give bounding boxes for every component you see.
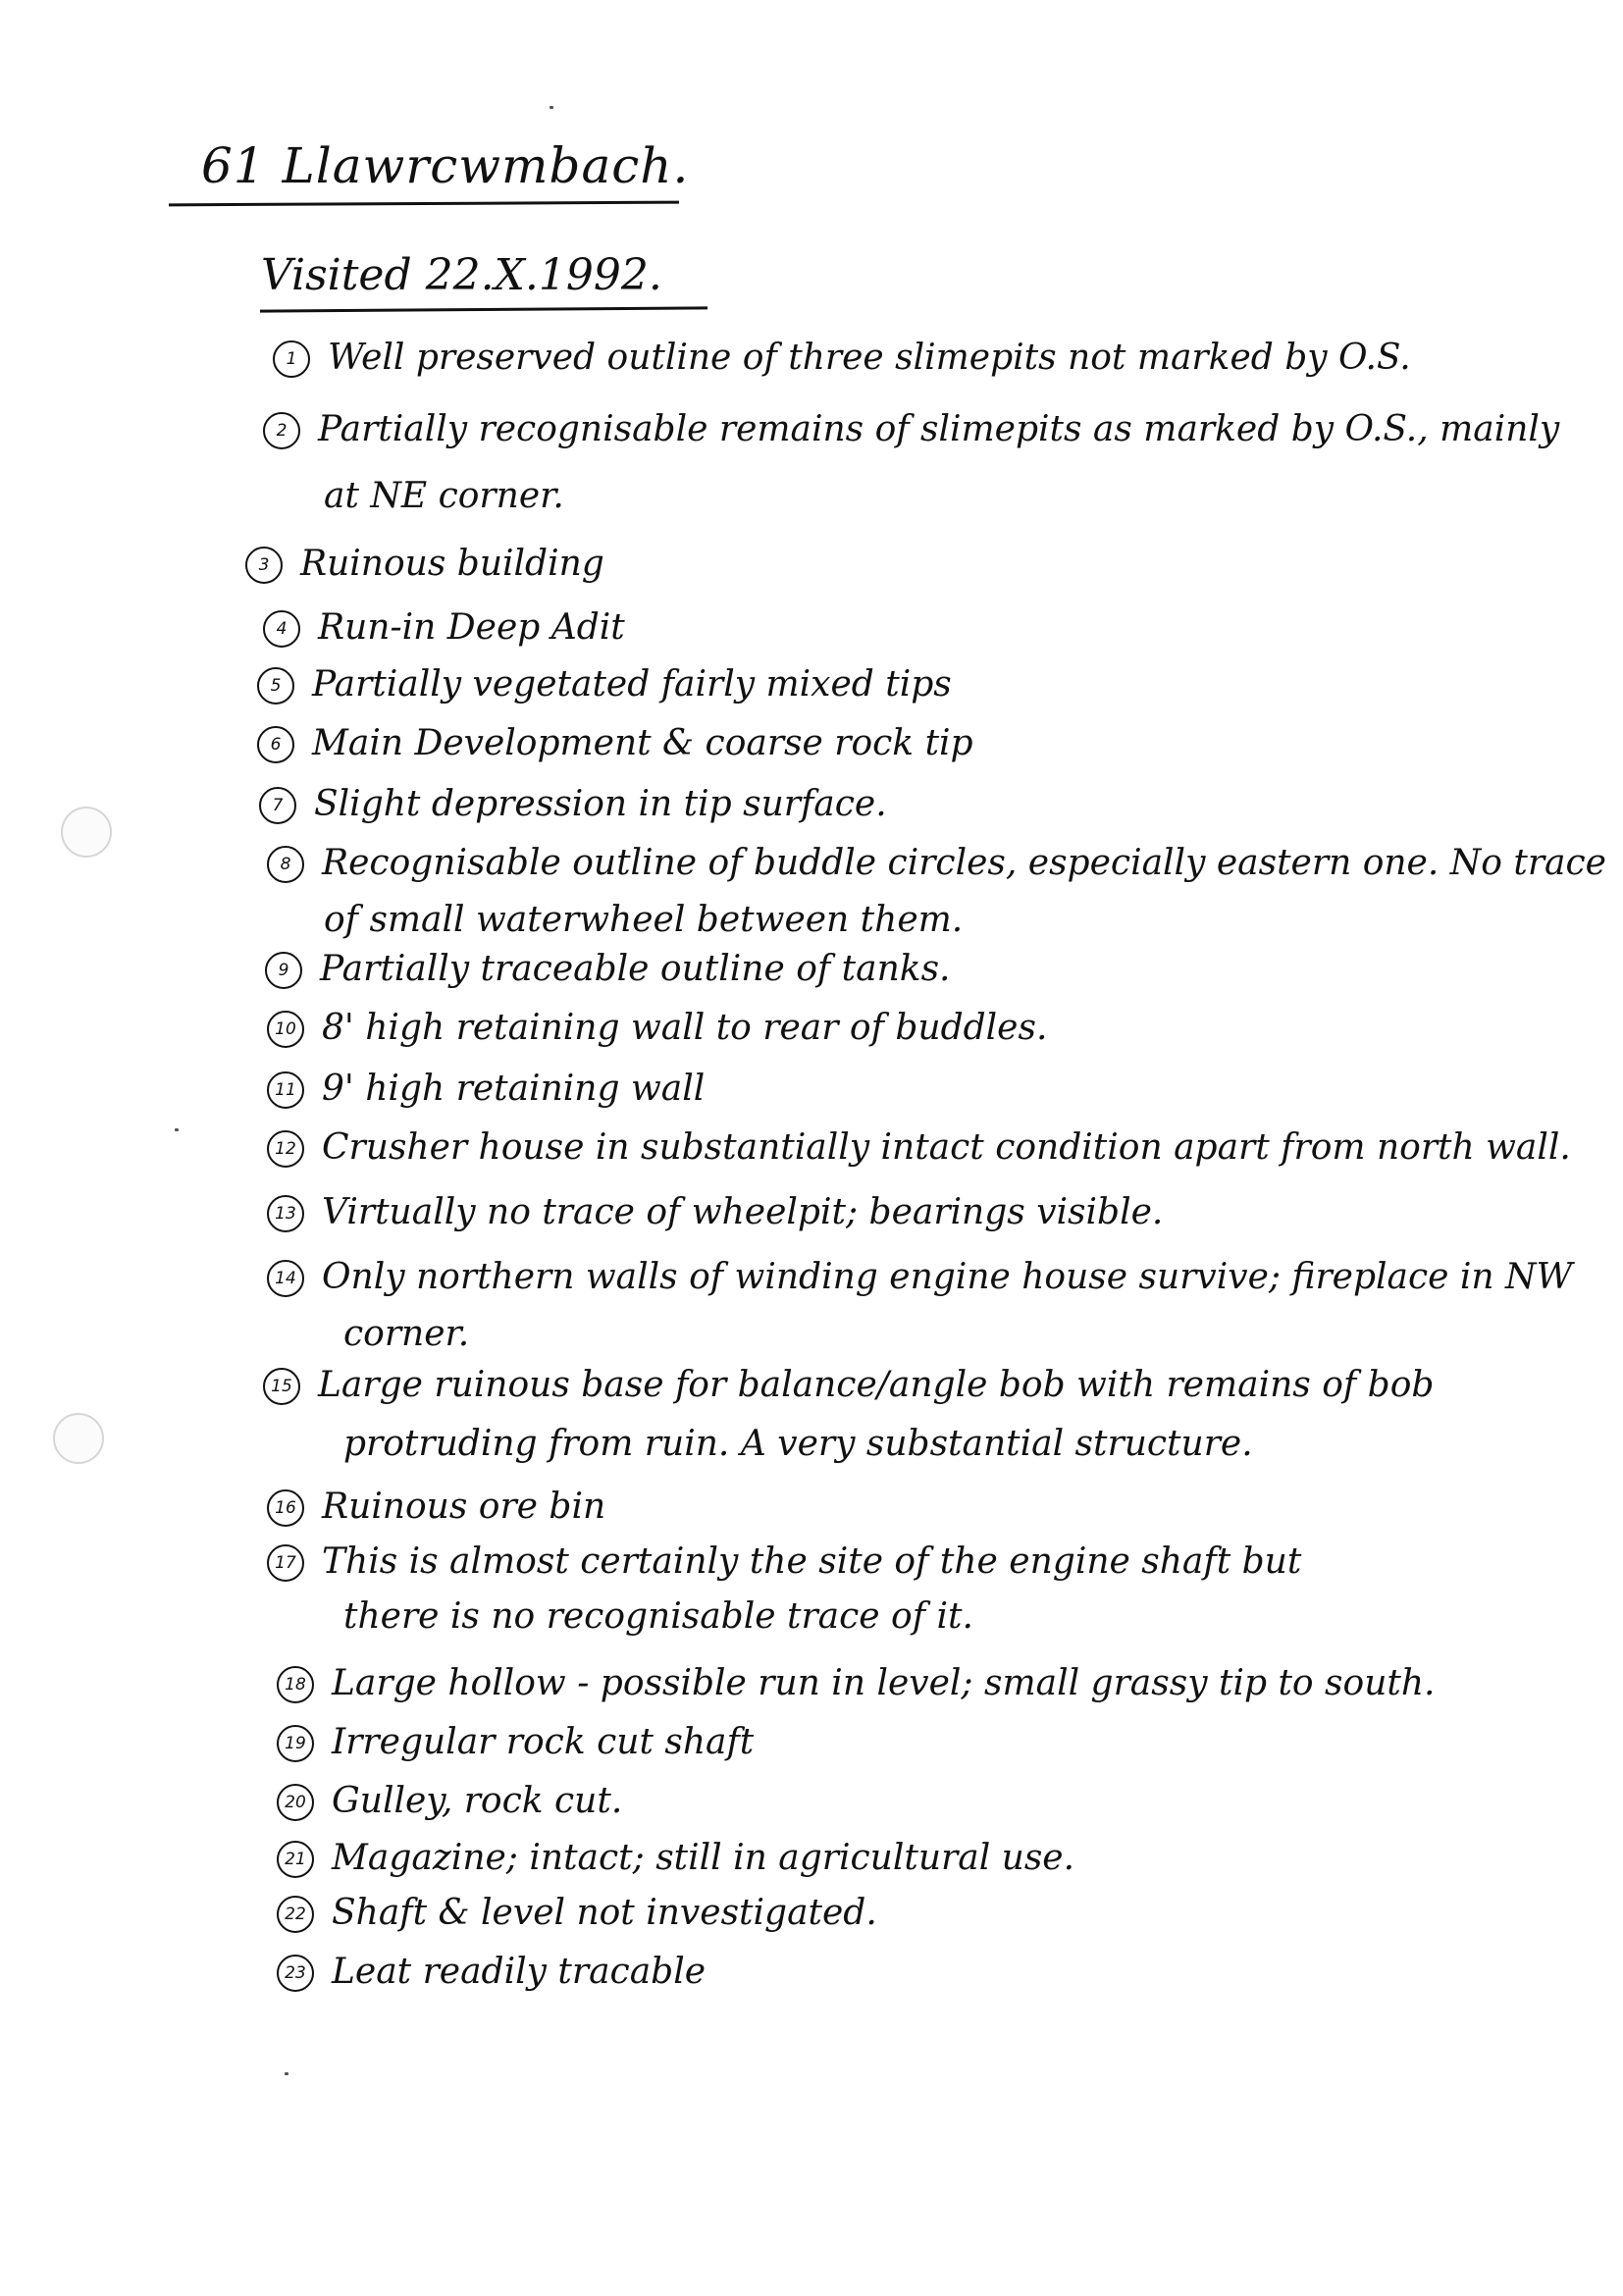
paper-speck <box>175 1128 179 1131</box>
note-number-circle: 12 <box>267 1130 304 1168</box>
note-text: Virtually no trace of wheelpit; bearings visible. <box>322 1192 1164 1232</box>
note-number-circle: 8 <box>267 846 304 883</box>
note-number-circle: 5 <box>257 667 294 704</box>
note-number-circle: 22 <box>277 1896 314 1933</box>
note-number-circle: 23 <box>277 1955 314 1992</box>
note-text: Partially recognisable remains of slimepits as marked by O.S., mainly <box>318 409 1560 449</box>
note-text: Slight depression in tip surface. <box>314 784 887 824</box>
note-text: Ruinous building <box>300 544 604 584</box>
note-number-circle: 11 <box>267 1071 304 1109</box>
note-number-circle: 21 <box>277 1841 314 1878</box>
note-number-circle: 16 <box>267 1489 304 1527</box>
note-number-circle: 15 <box>263 1368 300 1405</box>
note-number-circle: 9 <box>265 952 302 989</box>
note-text: 8' high retaining wall to rear of buddles. <box>322 1008 1048 1048</box>
note-number-circle: 17 <box>267 1544 304 1582</box>
note-text: Partially traceable outline of tanks. <box>320 949 951 989</box>
note-text: Irregular rock cut shaft <box>332 1722 755 1762</box>
visited-underline <box>260 306 707 312</box>
note-text-continuation: at NE corner. <box>324 476 564 516</box>
visited-date: Visited 22.X.1992. <box>261 250 662 300</box>
note-text: Crusher house in substantially intact condition apart from north wall. <box>322 1127 1571 1168</box>
punch-hole-upper <box>61 807 112 858</box>
title-underline <box>169 201 679 207</box>
note-text: Recognisable outline of buddle circles, especially eastern one. No trace <box>322 843 1606 883</box>
note-text: Leat readily tracable <box>332 1952 707 1992</box>
note-text-continuation: there is no recognisable trace of it. <box>343 1596 973 1637</box>
note-number-circle: 19 <box>277 1725 314 1762</box>
paper-speck <box>285 2072 288 2075</box>
note-number-circle: 13 <box>267 1195 304 1232</box>
note-text: Large hollow - possible run in level; small grassy tip to south. <box>332 1663 1436 1703</box>
note-number-circle: 10 <box>267 1011 304 1048</box>
document-title: 61 Llawrcwmbach. <box>201 137 690 194</box>
note-text: Ruinous ore bin <box>322 1487 606 1527</box>
punch-hole-lower <box>53 1413 104 1464</box>
note-text: 9' high retaining wall <box>322 1069 706 1109</box>
note-number-circle: 4 <box>263 610 300 648</box>
note-text: Well preserved outline of three slimepits not marked by O.S. <box>328 338 1411 378</box>
note-number-circle: 1 <box>273 340 310 378</box>
paper-speck <box>550 106 553 109</box>
note-number-circle: 7 <box>259 787 296 824</box>
note-text: Main Development & coarse rock tip <box>312 723 973 763</box>
note-text: Gulley, rock cut. <box>332 1781 623 1821</box>
note-text: This is almost certainly the site of the engine shaft but <box>322 1541 1302 1582</box>
note-text-continuation: protruding from ruin. A very substantial structure. <box>343 1424 1253 1464</box>
note-text: Shaft & level not investigated. <box>332 1893 877 1933</box>
note-text: Large ruinous base for balance/angle bob with remains of bob <box>318 1365 1435 1405</box>
note-number-circle: 2 <box>263 412 300 449</box>
note-number-circle: 6 <box>257 726 294 763</box>
note-number-circle: 20 <box>277 1784 314 1821</box>
note-text-continuation: corner. <box>343 1314 470 1354</box>
note-text: Only northern walls of winding engine house survive; fireplace in NW <box>322 1257 1573 1297</box>
note-number-circle: 14 <box>267 1260 304 1297</box>
note-number-circle: 18 <box>277 1666 314 1703</box>
note-number-circle: 3 <box>245 547 283 584</box>
note-text: Magazine; intact; still in agricultural use. <box>332 1838 1075 1878</box>
note-text: Partially vegetated fairly mixed tips <box>312 664 952 704</box>
note-text-continuation: of small waterwheel between them. <box>324 900 964 940</box>
note-text: Run-in Deep Adit <box>318 607 625 648</box>
